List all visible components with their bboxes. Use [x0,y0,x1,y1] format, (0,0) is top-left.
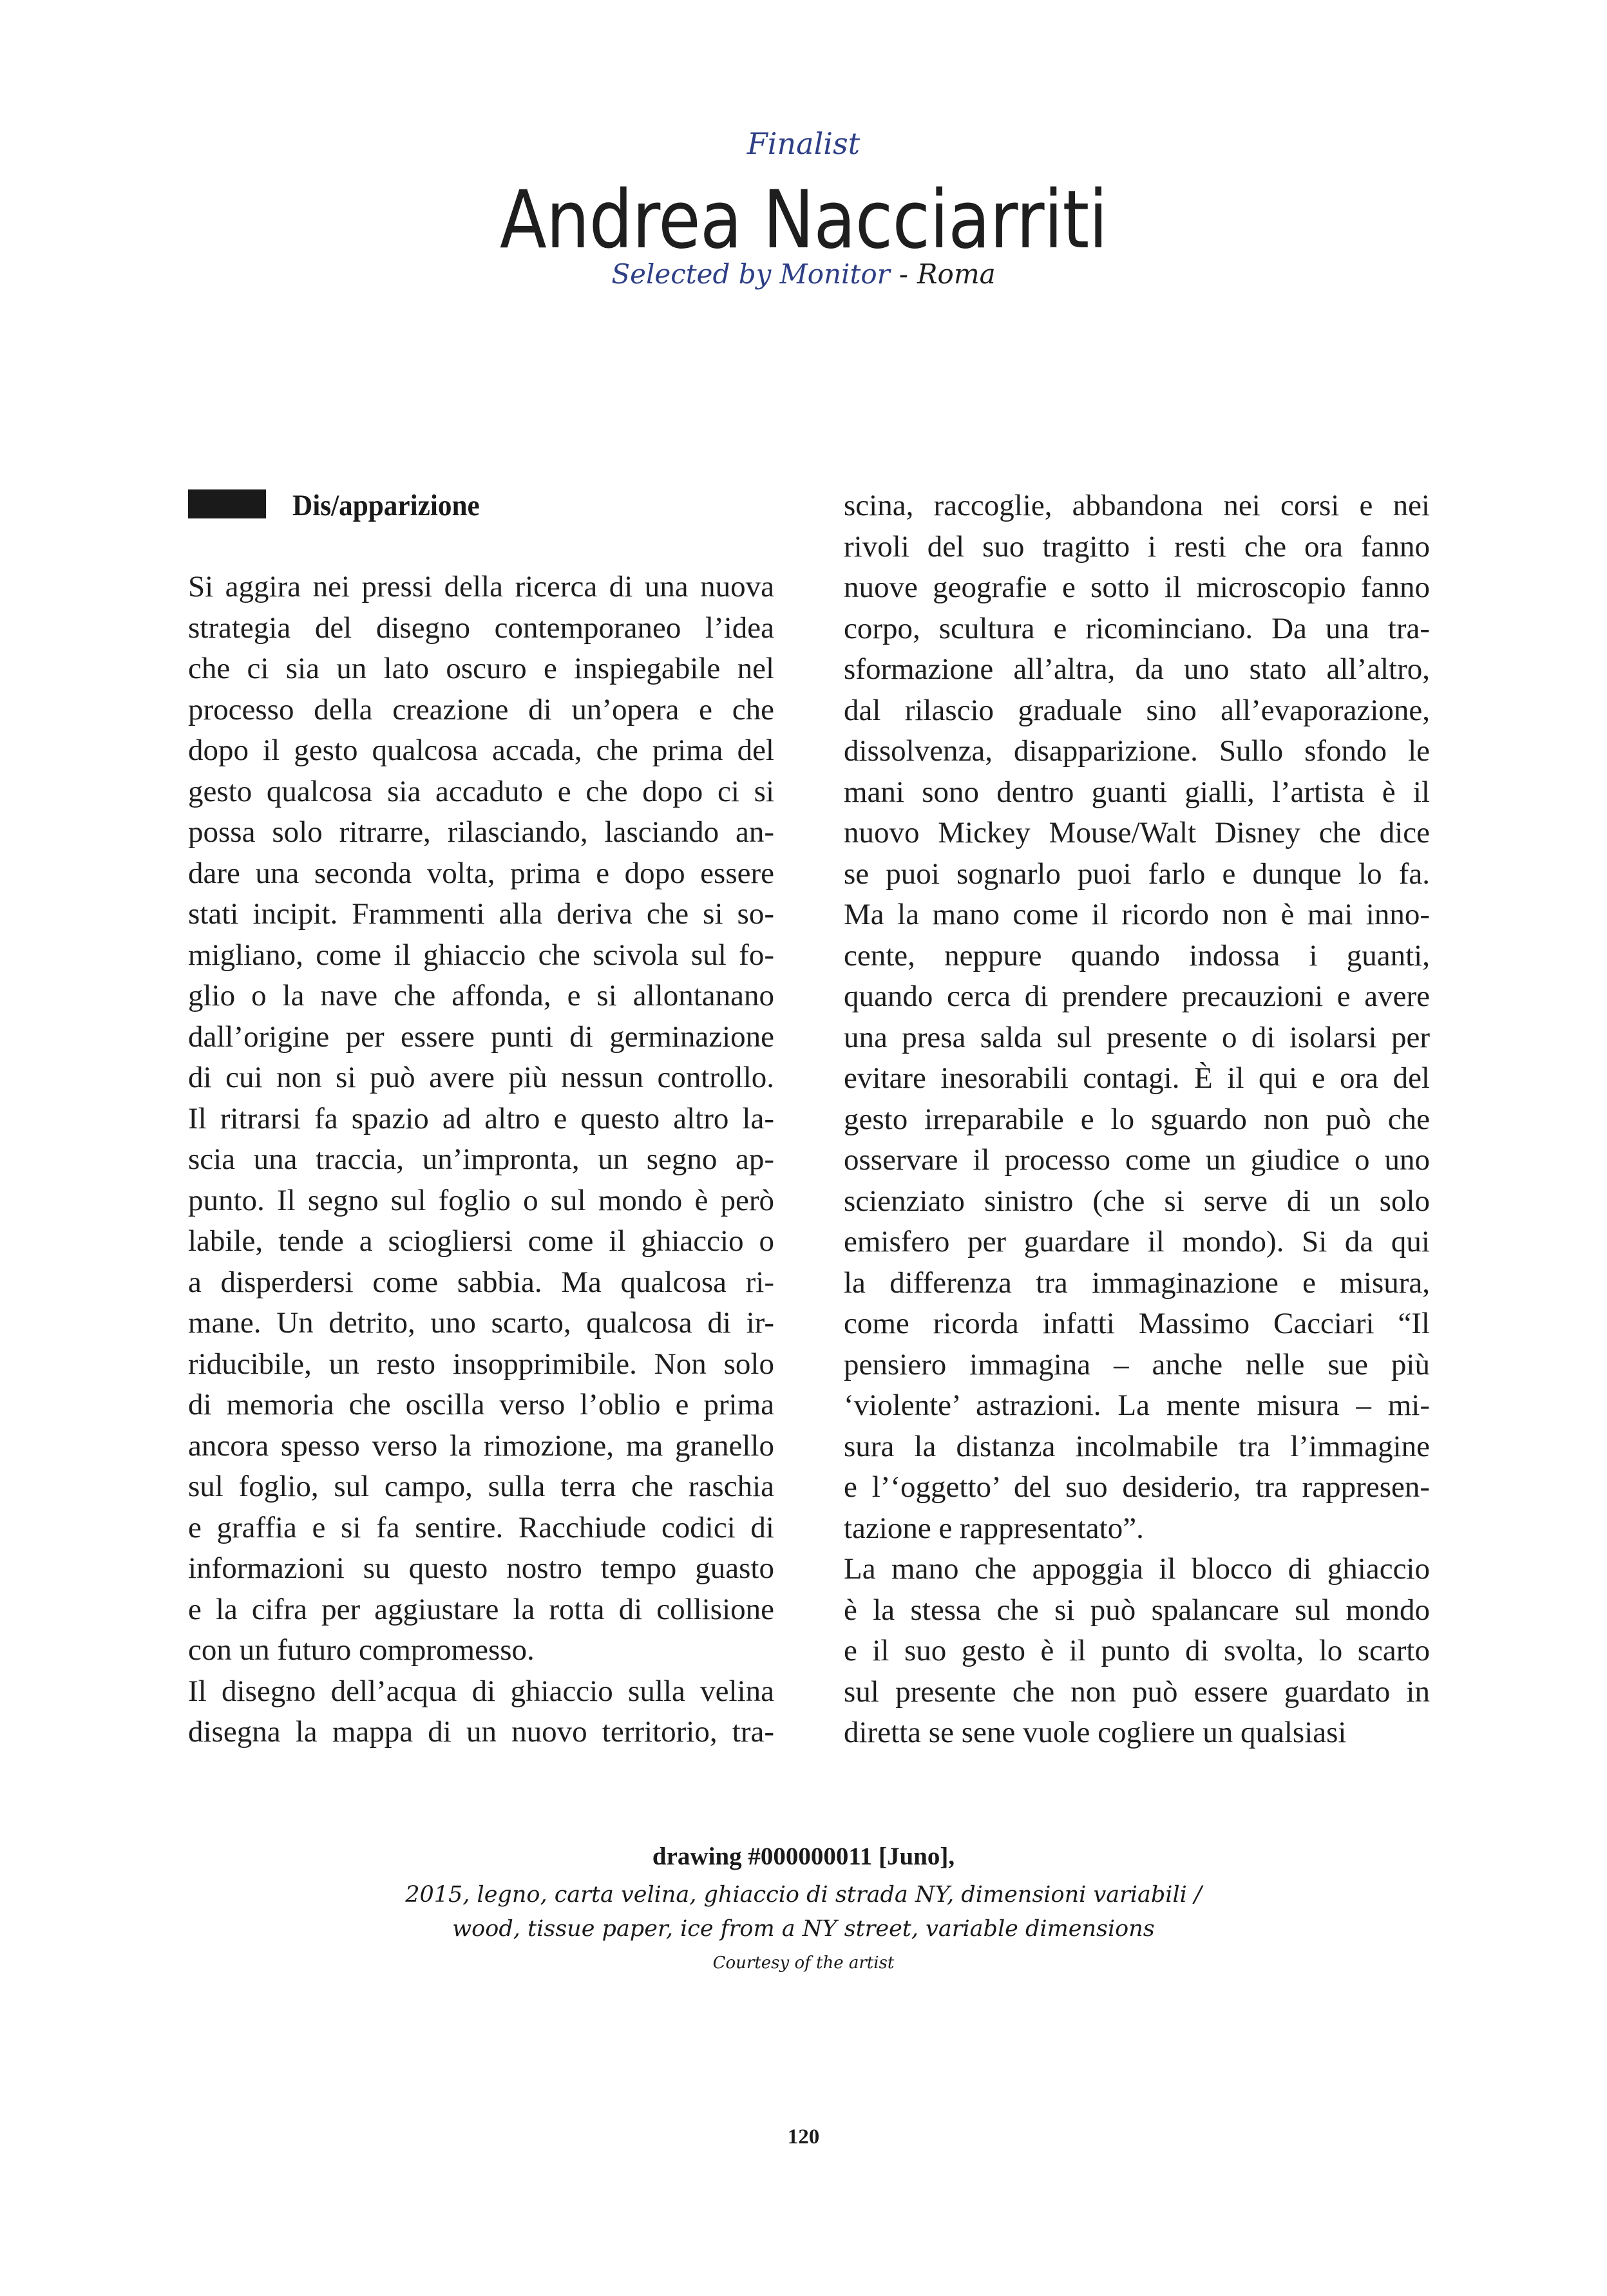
caption-courtesy: Courtesy of the artist [712,1953,895,1973]
body-text-line: sul presente che non può essere guardato in [844,1675,1430,1709]
caption-title: drawing #000000011 [Juno], [652,1843,955,1870]
caption-line-english: wood, tissue paper, ice from a NY street, variable dimensions [452,1916,1155,1942]
body-text-line: di memoria che oscilla verso l’oblio e prima [188,1388,774,1421]
section-title: Dis/apparizione [292,489,480,522]
body-text-line: Il disegno dell’acqua di ghiaccio sulla velina [188,1674,774,1708]
body-text-line: dare una seconda volta, prima e dopo essere [188,856,774,890]
body-text-line: e la cifra per aggiustare la rotta di collisione [188,1592,774,1626]
body-text-line: Ma la mano come il ricordo non è mai inno- [844,898,1430,931]
body-text-line: Il ritrarsi fa spazio ad altro e questo altro la- [188,1101,774,1135]
section-bar-decoration [188,489,266,518]
body-text-line: gesto irreparabile e lo sguardo non può che [844,1102,1430,1136]
artist-name: Andrea Nacciarriti [499,174,1108,267]
body-text-line: informazioni su questo nostro tempo guasto [188,1551,774,1585]
body-text-line: è la stessa che si può spalancare sul mondo [844,1593,1430,1627]
body-text-line: rivoli del suo tragitto i resti che ora fanno [844,529,1430,564]
body-text-line: una presa salda sul presente o di isolarsi per [844,1020,1430,1054]
body-text-line: glio o la nave che affonda, e si allontanano [188,979,774,1012]
body-text-line: nuovo Mickey Mouse/Walt Disney che dice [844,816,1430,849]
body-text-line: di cui non si può avere più nessun controllo. [188,1061,774,1094]
body-text-line: tazione e rappresentato”. [844,1511,1144,1545]
body-text-line: labile, tende a sciogliersi come il ghiaccio o [188,1224,774,1258]
body-text-line: a disperdersi come sabbia. Ma qualcosa ri- [188,1265,774,1299]
body-text-line: scienziato sinistro (che si serve di un solo [844,1184,1430,1218]
body-text-line: strategia del disegno contemporaneo l’idea [188,611,774,645]
city: Roma [917,258,996,290]
body-text-line: mane. Un detrito, uno scarto, qualcosa di ir- [188,1306,774,1340]
body-text-line: con un futuro compromesso. [188,1633,535,1667]
body-text-line: stati incipit. Frammenti alla deriva che si so- [188,897,774,931]
body-text-line: La mano che appoggia il blocco di ghiaccio [844,1552,1430,1586]
body-text-line: possa solo ritrarre, rilasciando, lasciando an- [188,815,774,849]
body-text-line: pensiero immagina – anche nelle sue più [844,1347,1430,1381]
body-text-line: ‘violente’ astrazioni. La mente misura – mi- [844,1389,1430,1422]
body-text-line: gesto qualcosa sia accaduto e che dopo ci si [188,774,774,808]
body-text-line: diretta se sene vuole cogliere un qualsiasi [844,1716,1347,1749]
body-text-line: evitare inesorabili contagi. È il qui e ora del [844,1061,1430,1095]
caption-line-italian: 2015, legno, carta velina, ghiaccio di strada NY, dimensioni variabili / [405,1882,1202,1908]
body-text-line: scia una traccia, un’impronta, un segno ap- [188,1143,774,1176]
body-text-line: dal rilascio graduale sino all’evaporazione, [844,693,1430,727]
body-text-line: quando cerca di prendere precauzioni e avere [844,980,1430,1013]
body-text-line: ancora spesso verso la rimozione, ma granello [188,1428,774,1463]
body-text-line: dissolvenza, disapparizione. Sullo sfondo le [844,734,1430,768]
selected-by-line [0,258,1607,290]
body-text-line: sformazione all’altra, da uno stato all’altro, [844,652,1430,686]
body-text-line: corpo, scultura e ricominciano. Da una tra- [844,611,1430,645]
body-text-line: sura la distanza incolmabile tra l’immagine [844,1429,1430,1463]
body-text-line: processo della creazione di un’opera e che [188,692,774,726]
body-text-line: la differenza tra immaginazione e misura, [844,1266,1430,1300]
separator: - [899,258,908,290]
body-right-column [844,486,1430,1754]
finalist-label: Finalist [746,126,861,161]
body-text-line: disegna la mappa di un nuovo territorio, tra- [188,1715,774,1749]
body-text-line: migliano, come il ghiaccio che scivola sul fo- [188,938,774,972]
body-text-line: e il suo gesto è il punto di svolta, lo scarto [844,1634,1430,1667]
body-text-line: scina, raccoglie, abbandona nei corsi e nei [844,489,1430,522]
body-text-line: riducibile, un resto insopprimibile. Non solo [188,1347,774,1381]
page-number: 120 [787,2125,820,2149]
body-text-line: e l’‘oggetto’ del suo desiderio, tra rappresen- [844,1470,1430,1504]
body-text-line: emisfero per guardare il mondo). Si da qui [844,1225,1430,1258]
body-text-line: punto. Il segno sul foglio o sul mondo è però [188,1183,774,1217]
body-text-line: che ci sia un lato oscuro e inspiegabile nel [188,652,774,685]
body-text-line: cente, neppure quando indossa i guanti, [844,938,1430,972]
body-text-line: nuove geografie e sotto il microscopio fanno [844,571,1430,604]
body-text-line: sul foglio, sul campo, sulla terra che raschia [188,1470,774,1503]
body-text-line: se puoi sognarlo puoi farlo e dunque lo fa. [844,857,1430,891]
body-left-column [188,567,774,1753]
body-text-line: come ricorda infatti Massimo Cacciari “Il [844,1307,1430,1340]
body-text-line: dall’origine per essere punti di germinazione [188,1020,774,1054]
body-text-line: mani sono dentro guanti gialli, l’artista è il [844,775,1430,809]
body-text-line: Si aggira nei pressi della ricerca di una nuova [188,570,774,603]
body-text-line: e graffia e si fa sentire. Racchiude codici di [188,1510,774,1544]
body-text-line: dopo il gesto qualcosa accada, che prima del [188,734,774,767]
selected-by: Selected by Monitor [611,258,890,290]
body-text-line: osservare il processo come un giudice o uno [844,1143,1430,1177]
